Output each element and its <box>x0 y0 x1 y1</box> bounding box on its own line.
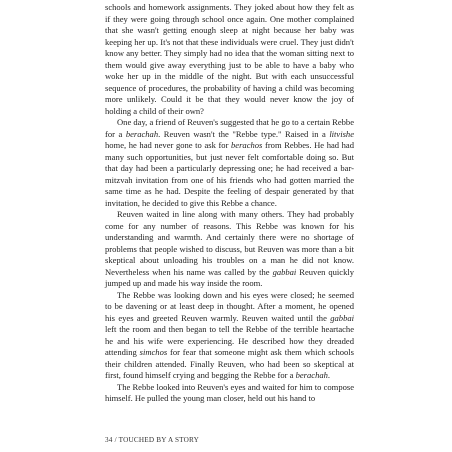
italic-term: gabbai <box>330 312 354 323</box>
paragraph <box>105 2 354 117</box>
page-folio: 34 / TOUCHED BY A STORY <box>105 436 199 444</box>
italic-term: berachah <box>295 370 328 380</box>
text-run: Reuven waited in line along with many others. They had probably come for any number of reasons. This Rebbe was known for his understanding and warmth. And certainly there were no shortage of problems that people wished to discuss, but Reuven was more than a bit skeptical about unloading his troubles on a man he did not know. Nevertheless when his name was called by the <box>105 209 354 277</box>
text-run: The Rebbe was looking down and his eyes were closed; he seemed to be davening or at least deep in thought. After a moment, he opened his eyes and greeted Reuven warmly. Reuven waited until the <box>105 289 354 323</box>
body-text <box>105 2 354 405</box>
text-run: schools and homework assignments. They joked about how they felt as if they were going through school once again. One mother complained that she wasn't getting enough sleep at night because her baby was keeping her up. It's not that these individuals were cruel. They just didn't know any better. They simply had no idea that the woman sitting next to them would give away everything just to be able to have a baby who woke her up in the middle of the night. But with each unsuccessful sequence of procedures, the probability of having a child was becoming more unlikely. Could it be that they would never know the joy of holding a child of their own? <box>105 2 354 116</box>
text-run: The Rebbe looked into Reuven's eyes and waited for him to compose himself. He pulled the young man closer, held out his hand to <box>105 381 354 403</box>
italic-term: berachah <box>125 128 159 139</box>
paragraph <box>105 382 354 405</box>
italic-term: litvishe <box>329 128 354 139</box>
text-run: for fear that someone might ask them which schools their children attended. Finally Reuven, who had been so skeptical at first, found himself crying and begging the Rebbe for a <box>105 347 354 380</box>
text-run: from Rebbes. He had had many such opportunities, but just never felt comfortable doing so. But that day had been a particularly depressing one; he had received a bar-mitzvah invitation from one of his friends who had gotten married the same time as he had. Despite the feeling of despair generated by that invitation, he decided to give this Rebbe a chance. <box>105 140 354 208</box>
text-run: home, he had never gone to ask for <box>105 140 232 150</box>
text-run: . <box>327 370 331 380</box>
text-run: One day, a friend of Reuven's suggested that he go to a certain Rebbe for a <box>105 117 354 139</box>
paragraph <box>105 290 354 382</box>
italic-term: gabbai <box>272 266 297 277</box>
paragraph <box>105 209 354 290</box>
text-run: Reuven quickly jumped up and made his way inside the room. <box>105 266 354 288</box>
text-run: . Reuven wasn't the "Rebbe type." Raised in a <box>158 128 330 139</box>
paragraph <box>105 117 354 209</box>
italic-term: berachos <box>231 140 263 150</box>
italic-term: simchos <box>139 347 168 357</box>
text-run: left the room and then began to tell the Rebbe of the terrible heartache he and his wife were experiencing. He described how they dreaded attending <box>105 324 354 357</box>
